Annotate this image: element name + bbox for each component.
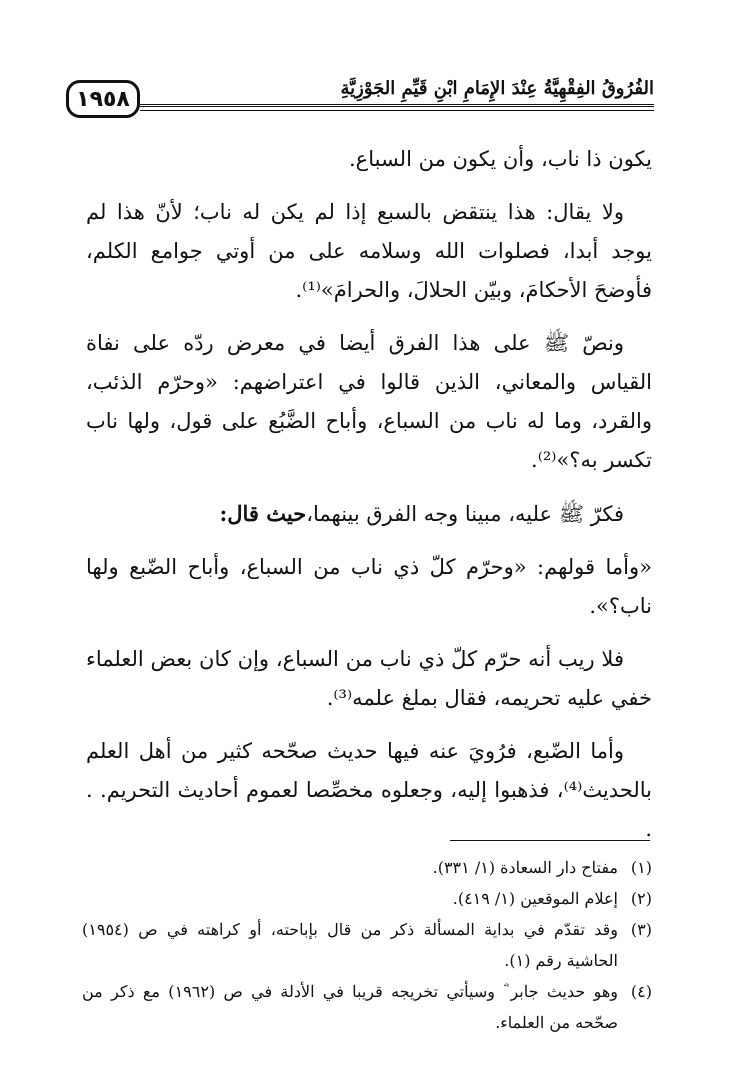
footnote-number: (٢) — [630, 889, 652, 908]
paragraph: يكون ذا ناب، وأن يكون من السباع. — [349, 147, 652, 171]
footnote — [82, 914, 652, 976]
footnote-separator — [450, 840, 650, 841]
header-rule-thin — [140, 110, 654, 111]
footnote-number: (٤) — [630, 982, 652, 1001]
footnote-text: وقد تقدّم في بداية المسألة ذكر من قال بإباحته، أو كراهته في ص (١٩٥٤) الحاشية رقم (١). — [82, 920, 618, 970]
footnote-number: (٣) — [630, 920, 652, 939]
paragraph-bold-text: حيث قال: — [219, 501, 307, 526]
paragraph: فلا ريب أنه حرّم كلّ ذي ناب من السباع، وإن كان بعض العلماء خفي عليه تحريمه، فقال بملغ علمه⁽³⁾. — [86, 647, 652, 710]
footnote — [82, 852, 652, 883]
footnote — [82, 976, 652, 1038]
quotation: «وأما قولهم: «وحرّم كلّ ذي ناب من السباع، وأباح الضّبع ولها ناب؟». — [86, 555, 652, 618]
page-number: ١٩٥٨ — [66, 80, 140, 118]
footnote — [82, 883, 652, 914]
paragraph — [86, 494, 652, 534]
paragraph-text: فكرّ ﷺ عليه، مبينا وجه الفرق بينهما، — [306, 502, 624, 526]
paragraph: ولا يقال: هذا ينتقض بالسبع إذا لم يكن له ناب؛ لأنّ هذا لم يوجد أبدا، فصلوات الله وسلامه على من أوتي جوامع الكلم، فأوضحَ الأحكامَ، وبيّن الحلالَ، والحرامَ»⁽¹⁾. — [86, 200, 652, 302]
footnote-text: وهو حديث جابر ؓ وسيأتي تخريجه قريبا في الأدلة في ص (١٩٦٢) مع ذكر من صحّحه من العلماء. — [82, 982, 619, 1032]
footnote-text: مفتاح دار السعادة (١/ ٣٣١). — [432, 858, 618, 877]
header-rule — [140, 104, 654, 107]
page-header — [58, 74, 654, 124]
footnotes — [82, 852, 652, 1038]
paragraph: وأما الضّبع، فرُويَ عنه فيها حديث صحّحه كثير من أهل العلم بالحديث⁽⁴⁾، فذهبوا إليه، وجعلوه مخصِّصا لعموم أحاديث التحريم. . . — [86, 739, 652, 841]
footnote-number: (١) — [630, 858, 652, 877]
paragraph: ونصّ ﷺ على هذا الفرق أيضا في معرض ردّه على نفاة القياس والمعاني، الذين قالوا في اعتراضهم: «وحرّم الذئب، والقرد، وما له ناب من السباع، وأباح الضَّبُع على قول، ولها ناب تكسر به؟»⁽²⁾. — [86, 331, 652, 472]
running-title: الفُرُوقُ الفِقْهِيَّةُ عِنْدَ الإِمَامِ ابْنِ قَيِّمِ الجَوْزِيَّةِ — [340, 78, 654, 99]
main-text — [86, 140, 652, 863]
footnote-text: إعلام الموقعين (١/ ٤١٩). — [452, 889, 618, 908]
